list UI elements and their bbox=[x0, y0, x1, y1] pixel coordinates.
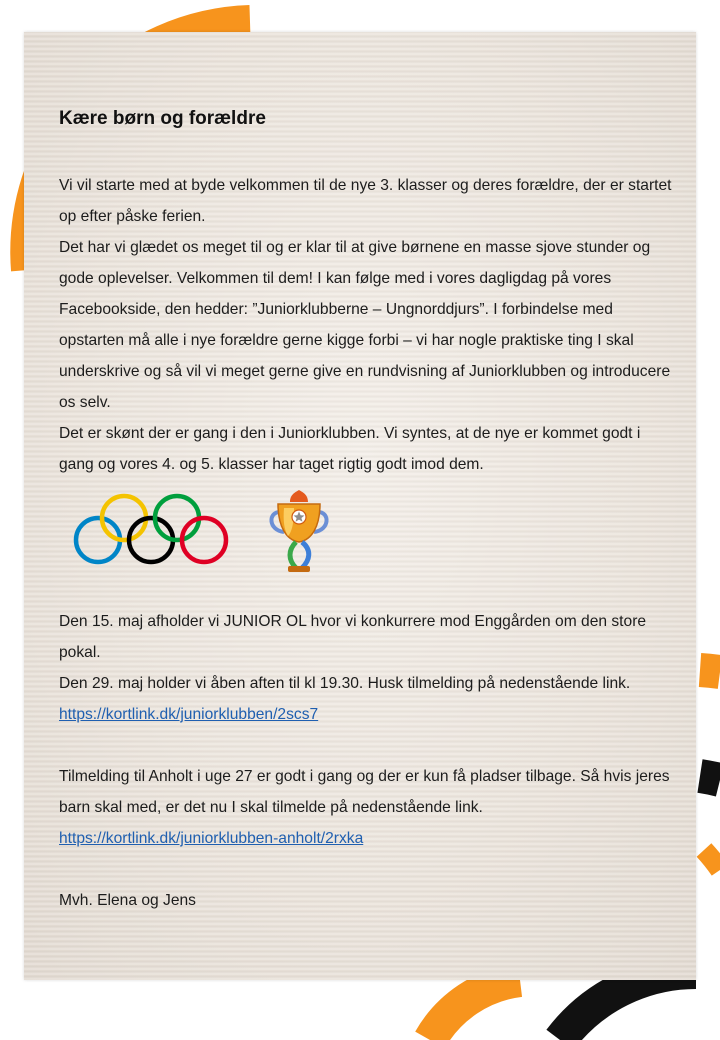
intro-paragraph-2: Det har vi glædet os meget til og er klar til at give børnene en masse sjove stunder og gode oplevelser. Velkommen til dem! I kan følge med i vores dagligdag på vores Facebookside, den hedder: ”Juniorklubberne – Ungnorddjurs”. I forbindelse med opstarten må alle i nye forældre gerne kigge forbi – vi har nogle praktiske ting I skal underskrive og så vil vi meget gerne give en rundvisning af Juniorklubben og introducere os selv. bbox=[59, 239, 671, 411]
bottom-orange-arc bbox=[430, 980, 520, 1040]
ring-yellow bbox=[102, 496, 146, 540]
signup-link-open-evening[interactable]: https://kortlink.dk/juniorklubben/2scs7 bbox=[59, 706, 319, 723]
trophy-icon bbox=[266, 490, 332, 574]
signup-link-anholt[interactable]: https://kortlink.dk/juniorklubben-anholt/2rxka bbox=[59, 830, 364, 847]
intro-paragraph-3: Det er skønt der er gang i den i Juniorklubben. Vi syntes, at de nye er kommet godt i gang og vores 4. og 5. klasser har taget rigtig godt imod dem. bbox=[59, 425, 641, 473]
signature: Mvh. Elena og Jens bbox=[59, 892, 196, 909]
trophy-ribbon-blue bbox=[302, 542, 309, 568]
bottom-black-arc bbox=[560, 972, 696, 1040]
event-open-evening: Den 29. maj holder vi åben aften til kl 19.30. Husk tilmelding på nedenstående link. bbox=[59, 675, 631, 692]
right-orange-arc bbox=[700, 670, 720, 672]
olympic-rings-icon bbox=[70, 492, 232, 568]
ring-green bbox=[155, 496, 199, 540]
right-orange-arc-lower bbox=[704, 850, 720, 870]
trophy-ribbon-green bbox=[290, 542, 296, 568]
ring-blue bbox=[76, 518, 120, 562]
blank-line bbox=[59, 730, 674, 761]
anholt-paragraph: Tilmelding til Anholt i uge 27 er godt i gang og der er kun få pladser tilbage. Så hvis jeres barn skal med, er det nu I skal tilmelde på nedenstående link. bbox=[59, 768, 670, 816]
ring-red bbox=[182, 518, 226, 562]
trophy-base bbox=[288, 566, 310, 572]
blank-line bbox=[59, 854, 674, 885]
right-black-arc bbox=[700, 776, 720, 780]
event-junior-ol: Den 15. maj afholder vi JUNIOR OL hvor vi konkurrere mod Enggården om den store pokal. bbox=[59, 613, 647, 661]
ring-black bbox=[129, 518, 173, 562]
intro-paragraph-1: Vi vil starte med at byde velkommen til de nye 3. klasser og deres forældre, der er startet op efter påske ferien. bbox=[59, 177, 672, 225]
trophy-flame bbox=[290, 490, 308, 502]
letter-heading: Kære børn og forældre bbox=[59, 108, 266, 129]
